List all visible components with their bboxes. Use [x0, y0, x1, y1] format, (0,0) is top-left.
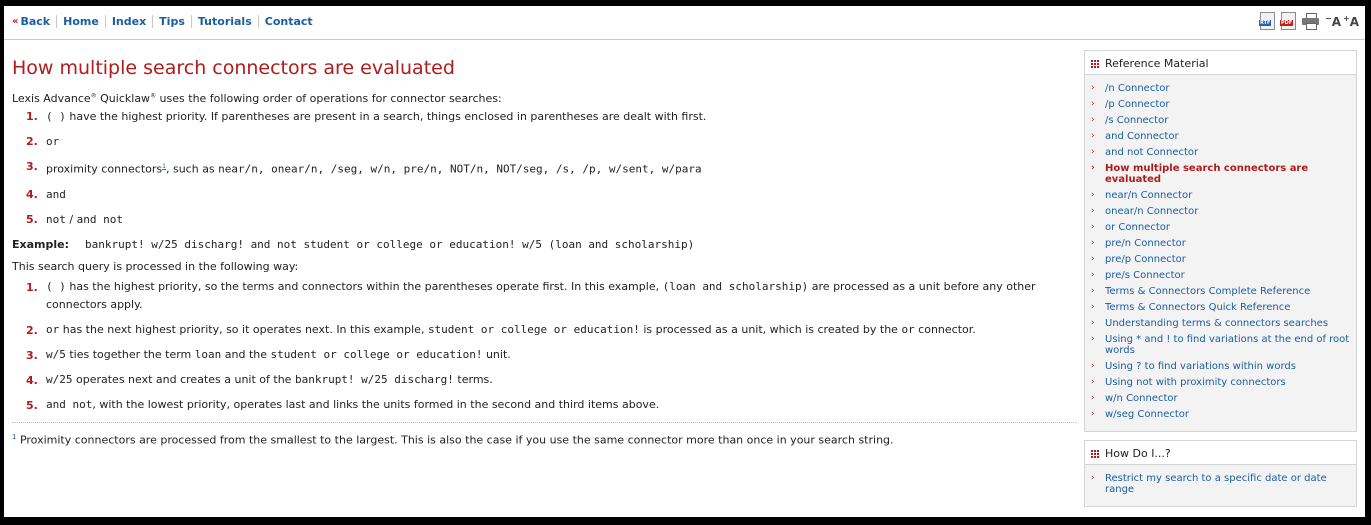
sidebar: [1084, 50, 1357, 507]
chevron-right-icon: ›: [1091, 334, 1095, 344]
how-do-i-list: [1085, 465, 1356, 506]
footnote: $^1$ Proximity connectors are processed from the smallest to the largest. This is also the case if you use the same connector more than once in your search string.: [12, 432, 894, 447]
rtf-icon[interactable]: RTF: [1260, 12, 1275, 30]
chevron-right-icon: ›: [1091, 222, 1095, 232]
footnote-number: 1: [12, 432, 17, 441]
help-window: [4, 6, 1365, 517]
font-size-controls: [1325, 14, 1359, 29]
sidebar-item-label: Using ? to find variations within words: [1105, 361, 1296, 372]
nav-tutorials-link[interactable]: Tutorials: [197, 15, 252, 28]
sidebar-item[interactable]: [1091, 318, 1352, 329]
sidebar-item-label: near/n Connector: [1105, 190, 1193, 201]
processing-steps-list: [12, 278, 1076, 414]
decrease-font-button[interactable]: −A: [1325, 13, 1341, 29]
list-item: 4. w/25 operates next and creates a unit of the bankrupt! w/25 discharg! terms.: [26, 372, 493, 387]
sidebar-item[interactable]: [1091, 302, 1352, 313]
nav-home-link[interactable]: Home: [63, 15, 99, 28]
sidebar-item[interactable]: [1091, 83, 1352, 94]
grid-dots-icon: [1091, 60, 1099, 68]
list-item: 5. and not, with the lowest priority, operates last and links the units formed in the second and third items above.: [26, 397, 660, 412]
main-content: [12, 46, 1076, 446]
sidebar-item-label: Understanding terms & connectors searches: [1105, 318, 1329, 329]
chevron-right-icon: ›: [1091, 99, 1095, 109]
toolbar: [4, 6, 1365, 40]
sidebar-item[interactable]: [1091, 270, 1352, 281]
sidebar-item[interactable]: [1091, 238, 1352, 249]
sidebar-item-label: and Connector: [1105, 131, 1179, 142]
list-item: 4. and: [26, 187, 66, 201]
sidebar-item[interactable]: [1091, 377, 1352, 388]
sidebar-item-label: w/n Connector: [1105, 393, 1178, 404]
toolbar-tools: [1260, 12, 1359, 30]
chevron-right-icon: ›: [1091, 254, 1095, 264]
example-label: Example:: [12, 237, 69, 251]
sidebar-item-label: pre/n Connector: [1105, 238, 1186, 249]
divider: [12, 422, 1076, 423]
intro-text: Lexis Advance® Quicklaw® uses the following order of operations for connector searches:: [12, 92, 502, 105]
increase-font-button[interactable]: +A: [1343, 13, 1359, 29]
sidebar-item-label: /s Connector: [1105, 115, 1169, 126]
back-arrow-icon: «: [12, 16, 19, 27]
chevron-right-icon: ›: [1091, 83, 1095, 93]
sidebar-item[interactable]: [1091, 115, 1352, 126]
sidebar-item-label: Using not with proximity connectors: [1105, 377, 1286, 388]
footnote-link[interactable]: 1: [162, 163, 166, 170]
chevron-right-icon: ›: [1091, 270, 1095, 280]
sidebar-item-label: w/seg Connector: [1105, 409, 1190, 420]
panel-title: How Do I...?: [1105, 447, 1171, 460]
nav-index-link[interactable]: Index: [111, 15, 147, 28]
sidebar-item[interactable]: [1091, 206, 1352, 217]
sidebar-item-label: /n Connector: [1105, 83, 1170, 94]
chevron-right-icon: ›: [1091, 115, 1095, 125]
chevron-right-icon: ›: [1091, 163, 1095, 173]
sidebar-item[interactable]: [1091, 393, 1352, 404]
sidebar-item-label: pre/p Connector: [1105, 254, 1186, 265]
order-of-operations-list: [12, 110, 1076, 227]
panel-header: [1085, 441, 1356, 465]
example-query: bankrupt! w/25 discharg! and not student or college or education! w/5 (loan and scholarship): [85, 237, 695, 251]
example-line: [12, 238, 1076, 251]
reference-list: [1085, 75, 1356, 431]
sidebar-item-label: Terms & Connectors Quick Reference: [1105, 302, 1291, 313]
panel-title: Reference Material: [1105, 57, 1209, 70]
sidebar-item-label: How multiple search connectors are evaluated: [1105, 163, 1309, 185]
list-item: 2. or: [26, 135, 60, 148]
list-item: 3. w/5 ties together the term loan and the student or college or education! unit.: [26, 347, 511, 362]
nav-tips-link[interactable]: Tips: [159, 15, 185, 28]
sidebar-item[interactable]: [1091, 409, 1352, 420]
sidebar-item[interactable]: [1091, 222, 1352, 233]
sidebar-item-label: onear/n Connector: [1105, 206, 1199, 217]
top-nav: [12, 15, 319, 28]
list-item: 1. ( ) has the highest priority, so the terms and connectors within the parentheses operate first. In this example, (loan and scholarship) are processed as a unit before any other connectors apply.: [26, 279, 1036, 311]
list-item: 5. not / and not: [26, 212, 123, 226]
list-item: 3. proximity connectors$^1$, such as near/n, onear/n, /seg, w/n, pre/n, NOT/n, NOT/seg, /s, /p, w/sent, w/para: [26, 160, 702, 176]
sidebar-item[interactable]: [1091, 147, 1352, 158]
sidebar-item[interactable]: [1091, 163, 1352, 185]
chevron-right-icon: ›: [1091, 409, 1095, 419]
sidebar-item-label: or Connector: [1105, 222, 1170, 233]
sidebar-item-label: Terms & Connectors Complete Reference: [1105, 286, 1311, 297]
panel-header: [1085, 51, 1356, 75]
sidebar-item-label: pre/s Connector: [1105, 270, 1185, 281]
chevron-right-icon: ›: [1091, 190, 1095, 200]
sidebar-item[interactable]: [1091, 473, 1352, 495]
chevron-right-icon: ›: [1091, 318, 1095, 328]
sidebar-item[interactable]: [1091, 334, 1352, 356]
how-do-i-panel: [1084, 440, 1357, 507]
chevron-right-icon: ›: [1091, 302, 1095, 312]
processed-text: This search query is processed in the following way:: [12, 259, 299, 273]
chevron-right-icon: ›: [1091, 286, 1095, 296]
sidebar-item[interactable]: [1091, 361, 1352, 372]
nav-contact-link[interactable]: Contact: [264, 15, 313, 28]
sidebar-item[interactable]: [1091, 131, 1352, 142]
print-icon[interactable]: [1302, 13, 1319, 29]
sidebar-item-label: Restrict my search to a specific date or date range: [1105, 473, 1327, 495]
sidebar-item[interactable]: [1091, 286, 1352, 297]
page-title: How multiple search connectors are evaluated: [12, 57, 455, 79]
chevron-right-icon: ›: [1091, 238, 1095, 248]
chevron-right-icon: ›: [1091, 377, 1095, 387]
sidebar-item-label: Using * and ! to find variations at the end of root words: [1105, 334, 1350, 356]
list-item: 1. ( ) have the highest priority. If parentheses are present in a search, things enclosed in parentheses are dealt with first.: [26, 110, 707, 123]
sidebar-item[interactable]: [1091, 99, 1352, 110]
reference-material-panel: [1084, 50, 1357, 432]
grid-dots-icon: [1091, 450, 1099, 458]
nav-back-link[interactable]: Back: [20, 15, 51, 28]
chevron-right-icon: ›: [1091, 131, 1095, 141]
pdf-icon[interactable]: PDF: [1281, 12, 1296, 30]
sidebar-item-label: /p Connector: [1105, 99, 1170, 110]
list-item: 2. or has the next highest priority, so it operates next. In this example, student or college or education! is processed as a unit, which is created by the or connector.: [26, 322, 976, 337]
chevron-right-icon: ›: [1091, 393, 1095, 403]
sidebar-item[interactable]: [1091, 190, 1352, 201]
chevron-right-icon: ›: [1091, 206, 1095, 216]
chevron-right-icon: ›: [1091, 147, 1095, 157]
chevron-right-icon: ›: [1091, 473, 1095, 483]
chevron-right-icon: ›: [1091, 361, 1095, 371]
sidebar-item-label: and not Connector: [1105, 147, 1199, 158]
sidebar-item[interactable]: [1091, 254, 1352, 265]
